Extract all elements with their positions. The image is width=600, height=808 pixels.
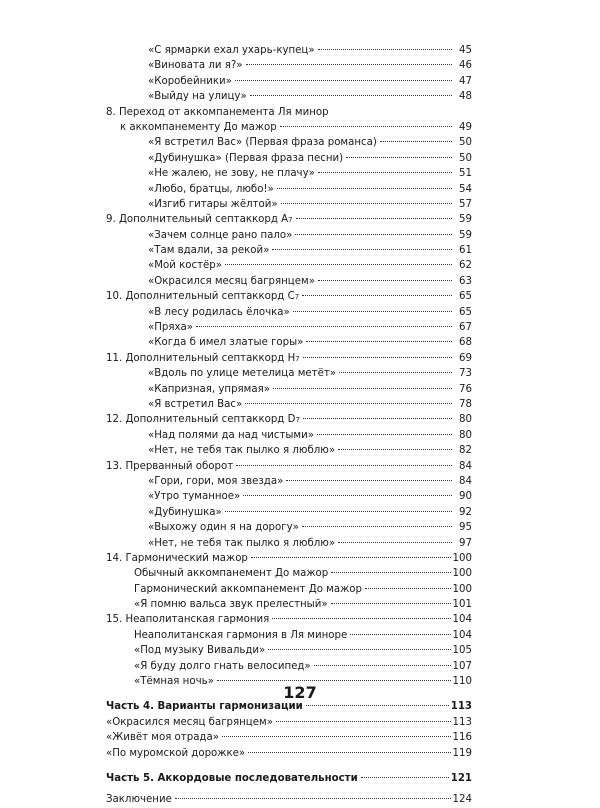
toc-entry-title: «Дубинушка»	[148, 506, 222, 518]
dot-leader	[296, 218, 452, 219]
toc-entry-page: 50	[459, 137, 472, 149]
toc-entry-page: 80	[459, 414, 472, 426]
toc-section-entry	[106, 612, 472, 627]
toc-entry-page: 51	[459, 168, 472, 180]
toc-entry-title: «По муромской дорожке»	[106, 747, 246, 759]
toc-entry-title: «Коробейники»	[148, 75, 232, 87]
toc-entry-title: «Капризная, упрямая»	[148, 383, 270, 395]
toc-entry	[106, 489, 472, 504]
toc-entry-page: 100	[452, 568, 472, 580]
page-number: 127	[283, 683, 317, 702]
toc-entry-page: 65	[459, 306, 472, 318]
toc-entry	[106, 320, 472, 335]
dot-leader	[317, 434, 452, 435]
toc-entry-page: 69	[459, 352, 472, 364]
dot-leader	[350, 634, 450, 635]
toc-entry-title: к аккомпанементу До мажор	[120, 121, 277, 133]
toc-entry-title: 9. Дополнительный септаккорд A	[106, 214, 289, 226]
dot-leader	[235, 80, 452, 81]
dot-leader	[286, 480, 452, 481]
toc-entry-page: 104	[452, 614, 472, 626]
toc-entry	[106, 43, 472, 58]
toc-entry	[106, 730, 472, 745]
dot-leader	[280, 126, 452, 127]
toc-entry-page: 45	[459, 45, 472, 56]
toc-entry-title: 12. Дополнительный септаккорд D	[106, 414, 296, 426]
dot-leader	[318, 280, 452, 281]
dot-leader	[318, 49, 452, 50]
toc-entry-title: «Окрасился месяц багрянцем»	[148, 275, 315, 287]
toc-entry-title: 10. Дополнительный септаккорд C	[106, 291, 295, 303]
toc-entry-title: «Окрасился месяц багрянцем»	[106, 716, 273, 728]
dot-leader	[331, 572, 450, 573]
toc-entry	[106, 643, 472, 658]
toc-section-entry	[106, 551, 472, 566]
toc-entry-title: «Дубинушка» (Первая фраза песни)	[148, 152, 344, 164]
dot-leader	[246, 64, 452, 65]
toc-entry	[106, 58, 472, 73]
dot-leader	[380, 141, 452, 142]
toc-entry-title: «Любо, братцы, любо!»	[148, 183, 274, 195]
toc-entry-title: «Зачем солнце рано пало»	[148, 229, 293, 241]
toc-section-entry	[106, 120, 472, 135]
toc-entry	[106, 335, 472, 350]
toc-entry-page: 73	[459, 368, 472, 380]
toc-entry-page: 105	[452, 645, 472, 657]
toc-entry-page: 113	[450, 701, 472, 713]
toc-entry-page: 92	[459, 506, 472, 518]
dot-leader	[217, 680, 451, 681]
toc-entry	[106, 305, 472, 320]
toc-entry-title: «Нет, не тебя так пылко я люблю»	[148, 537, 336, 549]
toc-entry-page: 61	[459, 245, 472, 257]
toc-entry-title: «Мой костёр»	[148, 260, 223, 272]
toc-entry-title: «Выхожу один я на дорогу»	[148, 522, 299, 534]
toc-entry-page: 90	[459, 491, 472, 503]
dot-leader	[295, 234, 452, 235]
toc-entry	[106, 582, 472, 597]
toc-entry-title: 14. Гармонический мажор	[106, 552, 248, 564]
toc-entry-page: 124	[452, 794, 472, 806]
dot-leader	[225, 264, 452, 265]
toc-entry-title: «Тёмная ночь»	[134, 676, 214, 688]
toc-entry-page: 97	[459, 537, 472, 549]
dot-leader	[222, 736, 451, 737]
toc-entry-page: 82	[459, 445, 472, 457]
toc-entry-page: 57	[459, 198, 472, 210]
toc-entry	[106, 228, 472, 243]
dot-leader	[277, 188, 452, 189]
toc-entry	[106, 536, 472, 551]
toc-entry-page: 59	[459, 214, 472, 226]
dot-leader	[175, 798, 451, 799]
dot-leader	[338, 542, 452, 543]
toc-entry-page: 46	[459, 60, 472, 72]
toc-entry-title: «Пряха»	[148, 322, 193, 334]
toc-entry-page: 59	[459, 229, 472, 241]
toc-entry-page: 48	[459, 91, 472, 103]
dot-leader	[245, 403, 452, 404]
toc-entry-page: 50	[459, 152, 472, 164]
toc-entry-title: Обычный аккомпанемент До мажор	[134, 568, 329, 580]
toc-entry	[106, 659, 472, 674]
toc-section-entry	[106, 105, 472, 120]
toc-entry-title: «Вдоль по улице метелица метёт»	[148, 368, 337, 380]
toc-entry-title: 11. Дополнительный септаккорд H	[106, 352, 296, 364]
dot-leader	[338, 449, 452, 450]
dot-leader	[302, 295, 452, 296]
dot-leader	[339, 372, 452, 373]
dot-leader	[268, 649, 450, 650]
dot-leader	[236, 465, 452, 466]
toc-entry-title: «Изгиб гитары жёлтой»	[148, 198, 278, 210]
toc-entry	[106, 566, 472, 581]
dot-leader	[196, 326, 452, 327]
dot-leader	[306, 341, 452, 342]
toc-entry	[106, 243, 472, 258]
toc-entry-page: 121	[450, 772, 472, 784]
toc-entry-title: «Утро туманное»	[148, 491, 241, 503]
toc-entry-title: «Я встретил Вас»	[148, 398, 243, 410]
toc-entry	[106, 443, 472, 458]
toc-entry	[106, 74, 472, 89]
toc-entry-title: Часть 5. Аккордовые последовательности	[106, 772, 358, 784]
dot-leader	[346, 157, 452, 158]
dot-leader	[243, 495, 452, 496]
toc-entry-title: «Когда б имел златые горы»	[148, 337, 304, 349]
toc-entry-page: 68	[459, 337, 472, 349]
toc-entry-page: 67	[459, 322, 472, 334]
toc-entry-page: 78	[459, 398, 472, 410]
dot-leader	[314, 665, 451, 666]
toc-entry	[106, 135, 472, 150]
toc-entry	[106, 715, 472, 730]
toc-section-entry: 12. Дополнительный септаккорд D 7 80	[106, 412, 472, 427]
toc-entry-page: 80	[459, 429, 472, 441]
toc-entry	[106, 258, 472, 273]
dot-leader	[303, 418, 452, 419]
dot-leader	[248, 752, 450, 753]
toc-entry-page: 65	[459, 291, 472, 303]
toc-entry	[106, 366, 472, 381]
toc-entry	[106, 792, 472, 807]
dot-leader	[318, 172, 452, 173]
toc-entry-title: Часть 4. Варианты гармонизации	[106, 701, 303, 713]
toc-entry-page: 100	[452, 583, 472, 595]
dot-leader	[250, 95, 452, 96]
toc-entry-title: 13. Прерванный оборот	[106, 460, 234, 472]
toc-section-entry: 9. Дополнительный септаккорд A 7 59	[106, 212, 472, 227]
toc-entry-title: «Живёт моя отрада»	[106, 732, 219, 744]
toc-entry	[106, 182, 472, 197]
toc-entry-page: 95	[459, 522, 472, 534]
dot-leader	[302, 526, 452, 527]
toc-entry-page: 63	[459, 275, 472, 287]
toc-entry-title: Заключение	[106, 794, 172, 806]
toc-entry-title: Неаполитанская гармония в Ля миноре	[134, 629, 348, 641]
toc-entry-title: «Под музыку Вивальди»	[134, 645, 266, 657]
dot-leader	[272, 618, 450, 619]
toc-entry-page: 107	[452, 660, 472, 672]
dot-leader	[276, 721, 451, 722]
toc-entry-page: 54	[459, 183, 472, 195]
toc-entry-title: «Над полями да над чистыми»	[148, 429, 314, 441]
toc-entry	[106, 166, 472, 181]
toc-entry-page: 113	[452, 716, 472, 728]
dot-leader	[306, 705, 449, 706]
dot-leader	[272, 249, 452, 250]
toc-part-entry	[106, 771, 472, 786]
toc-entry-page: 84	[459, 460, 472, 472]
toc-entry-page: 76	[459, 383, 472, 395]
toc-entry	[106, 520, 472, 535]
dot-leader	[293, 311, 452, 312]
toc-entry-page: 119	[452, 747, 472, 759]
toc-entry-title: «Там вдали, за рекой»	[148, 245, 270, 257]
toc-entry-page: 110	[452, 676, 472, 688]
toc-entry	[106, 151, 472, 166]
dot-leader	[273, 388, 452, 389]
toc-entry-title: «С ярмарки ехал ухарь-купец»	[148, 45, 315, 56]
dot-leader	[251, 557, 451, 558]
toc-entry-page: 116	[452, 732, 472, 744]
toc-entry-page: 101	[452, 599, 472, 611]
toc-section-entry: 11. Дополнительный септаккорд H 7 69	[106, 351, 472, 366]
toc-entry-page: 84	[459, 475, 472, 487]
toc-spacer	[106, 761, 472, 771]
toc-entry-title: «Выйду на улицу»	[148, 91, 247, 103]
toc-entry-title: Гармонический аккомпанемент До мажор	[134, 583, 362, 595]
toc-entry	[106, 628, 472, 643]
toc-section-entry	[106, 459, 472, 474]
toc-section-entry: 10. Дополнительный септаккорд C 7 65	[106, 289, 472, 304]
toc-entry	[106, 89, 472, 104]
toc-entry-title: «Я помню вальса звук прелестный»	[134, 599, 328, 611]
dot-leader	[365, 588, 451, 589]
toc-entry-page: 47	[459, 75, 472, 87]
toc-entry-page: 49	[459, 121, 472, 133]
dot-leader	[303, 357, 452, 358]
toc-entry-page: 104	[452, 629, 472, 641]
toc-entry-title: «Виновата ли я?»	[148, 60, 243, 72]
toc-entry-page: 62	[459, 260, 472, 272]
toc-entry	[106, 197, 472, 212]
dot-leader	[361, 777, 449, 778]
toc-entry-title: 8. Переход от аккомпанемента Ля минор	[106, 106, 329, 118]
toc-entry	[106, 428, 472, 443]
toc-entry-title: «Гори, гори, моя звезда»	[148, 475, 284, 487]
toc-entry	[106, 746, 472, 761]
toc-entry-title: «В лесу родилась ёлочка»	[148, 306, 290, 318]
toc-entry-title: 15. Неаполитанская гармония	[106, 614, 270, 626]
dot-leader	[225, 511, 452, 512]
toc-entry-title: «Я буду долго гнать велосипед»	[134, 660, 311, 672]
toc-entry-title: «Я встретил Вас» (Первая фраза романса)	[148, 137, 377, 149]
toc-entry-page: 100	[452, 552, 472, 564]
toc-entry	[106, 597, 472, 612]
toc-entry	[106, 397, 472, 412]
toc-entry	[106, 474, 472, 489]
dot-leader	[281, 203, 452, 204]
toc-entry-title: «Не жалею, не зову, не плачу»	[148, 168, 315, 180]
dot-leader	[331, 603, 451, 604]
toc-entry	[106, 274, 472, 289]
toc-entry	[106, 382, 472, 397]
toc-entry-title: «Нет, не тебя так пылко я люблю»	[148, 445, 336, 457]
toc-entry	[106, 505, 472, 520]
